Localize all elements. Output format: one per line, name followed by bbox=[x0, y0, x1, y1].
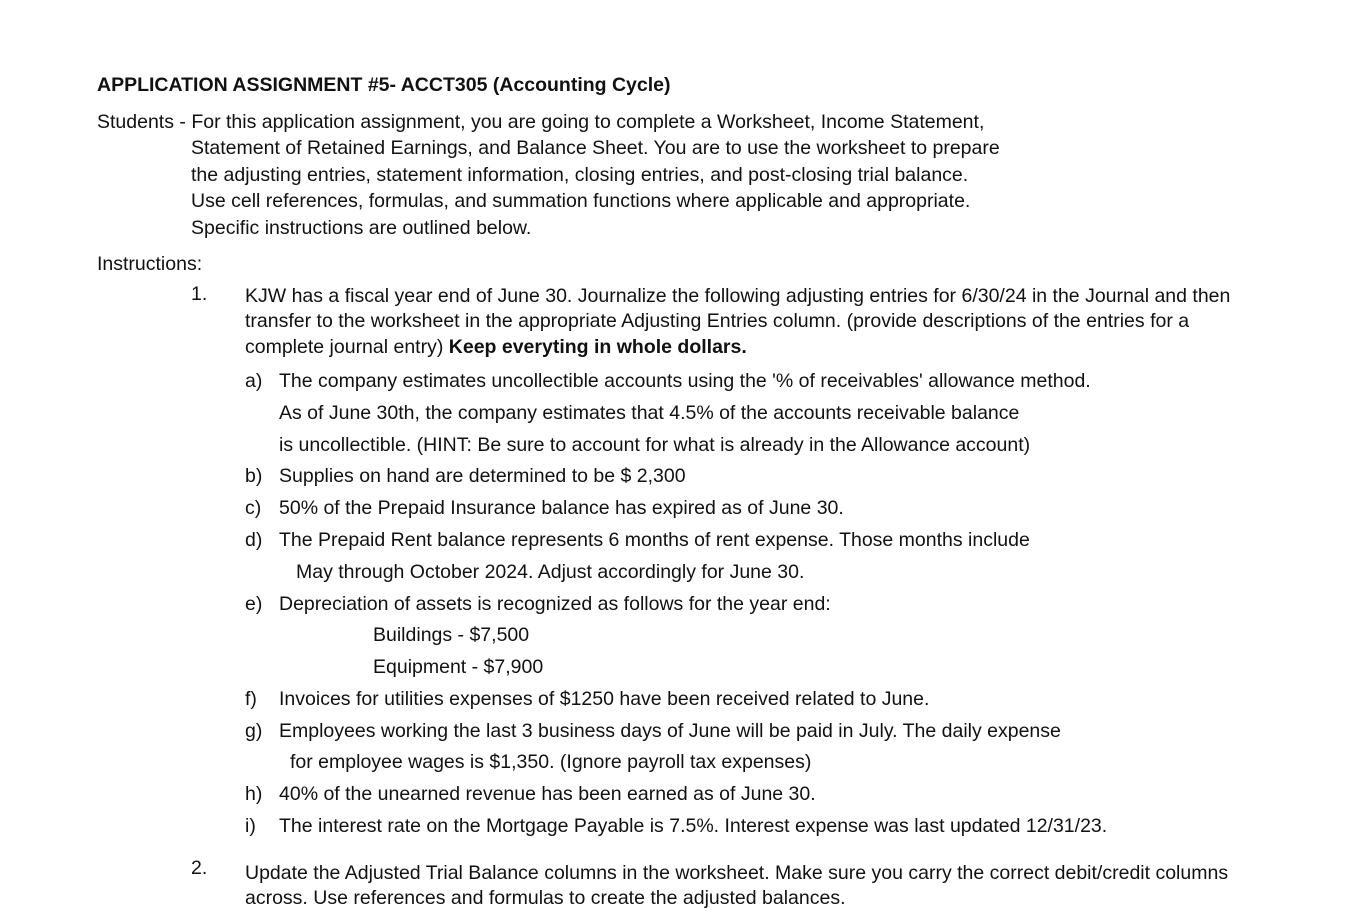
subitem-label: h) bbox=[245, 783, 263, 805]
subitem-label: f) bbox=[245, 688, 257, 710]
intro-prefix: Students - bbox=[97, 111, 192, 133]
item2-line-2: across. Use references and formulas to create the adjusted balances. bbox=[245, 887, 846, 909]
item2-line-1: Update the Adjusted Trial Balance columns in the worksheet. Make sure you carry the correct debit/credit columns bbox=[245, 862, 1229, 884]
intro-line-2: Statement of Retained Earnings, and Balance Sheet. You are to use the worksheet to prepare bbox=[191, 137, 1000, 159]
subitem-label: c) bbox=[245, 497, 262, 519]
intro-line-4: Use cell references, formulas, and summation functions where applicable and appropriate. bbox=[191, 190, 971, 212]
subitem-label: i) bbox=[245, 815, 256, 837]
subitem-e-line-1 bbox=[245, 591, 831, 617]
subitem-d-line-1 bbox=[245, 527, 1030, 553]
subitem-text: 40% of the unearned revenue has been earned as of June 30. bbox=[279, 783, 816, 805]
subitem-c bbox=[245, 495, 844, 521]
subitem-h bbox=[245, 781, 816, 807]
item-number: 1. bbox=[191, 283, 208, 305]
subitem-f bbox=[245, 686, 929, 712]
subitem-text: The company estimates uncollectible accounts using the '% of receivables' allowance method. bbox=[279, 370, 1091, 392]
depreciation-equipment: Equipment - $7,900 bbox=[373, 656, 544, 678]
subitem-label: g) bbox=[245, 720, 263, 742]
intro-line-3: the adjusting entries, statement information, closing entries, and post-closing trial balance. bbox=[191, 164, 969, 186]
item1-bold-note: Keep everyting in whole dollars. bbox=[448, 336, 747, 358]
item1-line-3-text: complete journal entry) bbox=[245, 336, 449, 358]
intro-text: For this application assignment, you are going to complete a Worksheet, Income Statement, bbox=[191, 111, 985, 133]
subitem-d-line-2: May through October 2024. Adjust accordingly for June 30. bbox=[296, 561, 805, 583]
subitem-label: b) bbox=[245, 465, 263, 487]
subitem-text: Supplies on hand are determined to be $ 2,300 bbox=[279, 465, 686, 487]
item1-line-1: KJW has a fiscal year end of June 30. Journalize the following adjusting entries for 6/30/24 in the Journal and then bbox=[245, 285, 1231, 307]
subitem-label: d) bbox=[245, 529, 263, 551]
subitem-g-line-2: for employee wages is $1,350. (Ignore payroll tax expenses) bbox=[290, 751, 812, 773]
page-title: APPLICATION ASSIGNMENT #5- ACCT305 (Accounting Cycle) bbox=[97, 74, 671, 96]
item1-line-3 bbox=[245, 334, 747, 360]
subitem-i bbox=[245, 813, 1107, 839]
subitem-text: The Prepaid Rent balance represents 6 months of rent expense. Those months include bbox=[279, 529, 1030, 551]
subitem-label: a) bbox=[245, 370, 263, 392]
subitem-a-line-3: is uncollectible. (HINT: Be sure to account for what is already in the Allowance account) bbox=[279, 434, 1031, 456]
subitem-a-line-2: As of June 30th, the company estimates that 4.5% of the accounts receivable balance bbox=[279, 402, 1020, 424]
subitem-text: Depreciation of assets is recognized as follows for the year end: bbox=[279, 593, 831, 615]
subitem-text: The interest rate on the Mortgage Payable is 7.5%. Interest expense was last updated 12/31/23. bbox=[279, 815, 1108, 837]
item1-line-2: transfer to the worksheet in the appropriate Adjusting Entries column. (provide descriptions of the entries for a bbox=[245, 310, 1190, 332]
intro-line-5: Specific instructions are outlined below. bbox=[191, 217, 532, 239]
intro-line-1 bbox=[97, 109, 984, 135]
subitem-text: 50% of the Prepaid Insurance balance has expired as of June 30. bbox=[279, 497, 844, 519]
depreciation-buildings: Buildings - $7,500 bbox=[373, 624, 530, 646]
subitem-text: Employees working the last 3 business days of June will be paid in July. The daily expense bbox=[279, 720, 1061, 742]
instructions-label: Instructions: bbox=[97, 253, 203, 275]
item-number: 2. bbox=[191, 857, 208, 879]
subitem-g-line-1 bbox=[245, 718, 1061, 744]
subitem-text: Invoices for utilities expenses of $1250 have been received related to June. bbox=[279, 688, 930, 710]
subitem-b bbox=[245, 463, 686, 489]
subitem-label: e) bbox=[245, 593, 263, 615]
subitem-a-line-1 bbox=[245, 368, 1091, 394]
